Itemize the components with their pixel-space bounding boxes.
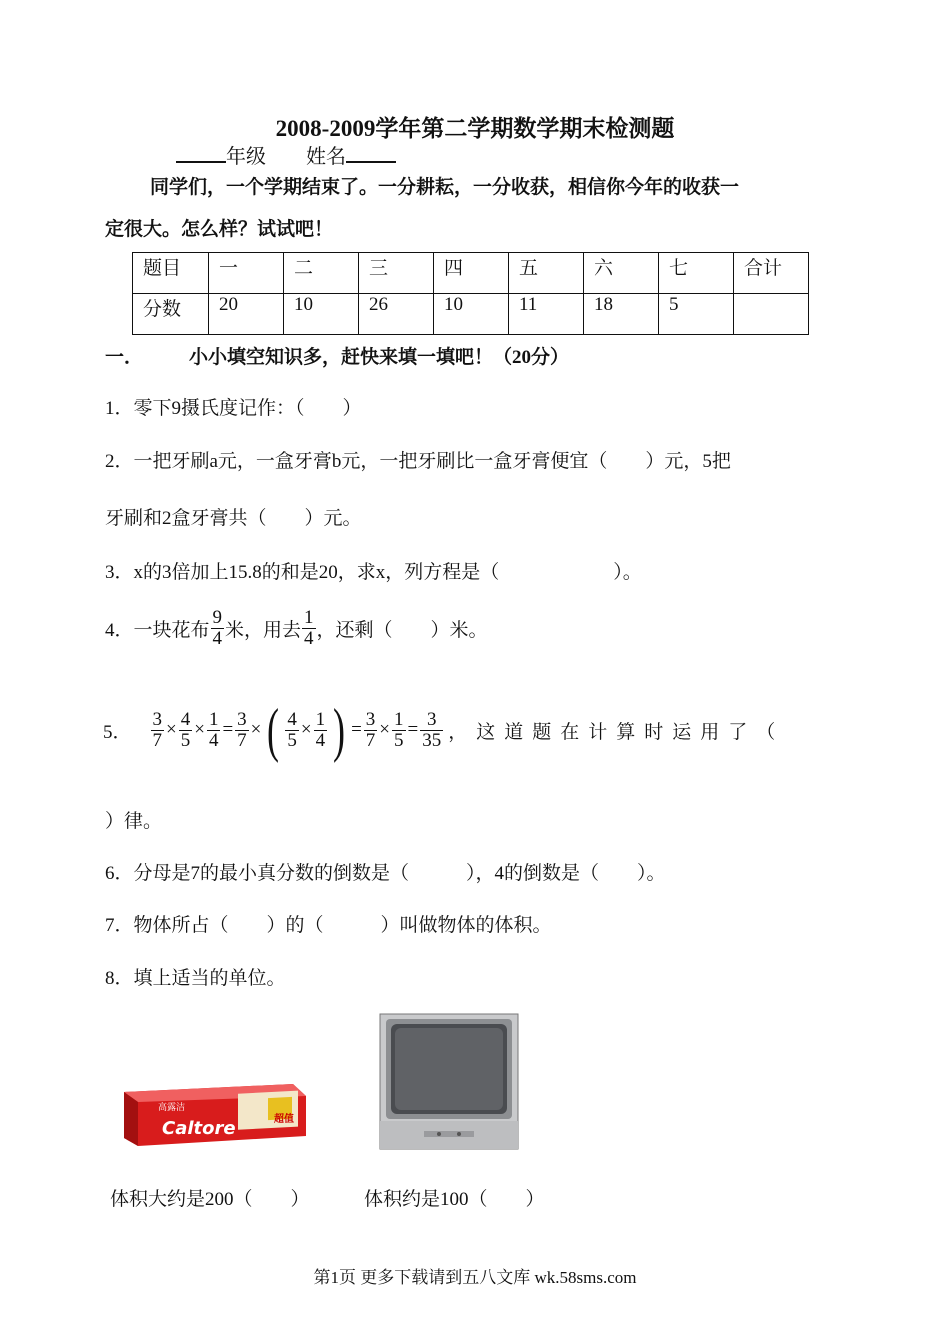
score-cell: 三 xyxy=(359,253,434,294)
toothpaste-image xyxy=(118,1080,308,1150)
equals-symbol: = xyxy=(222,719,234,740)
student-info-line xyxy=(176,140,396,169)
score-cell: 五 xyxy=(509,253,584,294)
score-cell: 七 xyxy=(659,253,734,294)
score-cell: 一 xyxy=(209,253,284,294)
television-image xyxy=(379,1013,519,1150)
page-footer: 第1页 更多下载请到五八文库 wk.58sms.com xyxy=(313,1268,637,1287)
question-4-middle: 米，用去 xyxy=(225,619,302,641)
fraction xyxy=(302,608,316,649)
times-symbol: × xyxy=(166,719,177,740)
score-table-row-header xyxy=(133,253,809,294)
numerator: 1 xyxy=(304,607,314,628)
question-4 xyxy=(105,608,488,649)
fraction xyxy=(392,710,406,751)
question-5-text: ，这道题在计算时运用了（ xyxy=(448,721,785,743)
denominator: 7 xyxy=(237,729,247,751)
section-title: 小小填空知识多，赶快来填一填吧！（20分） xyxy=(189,347,570,368)
times-symbol: × xyxy=(250,719,262,740)
times-symbol: × xyxy=(379,719,391,740)
denominator: 7 xyxy=(152,729,163,751)
denominator: 4 xyxy=(208,729,219,751)
times-symbol: × xyxy=(194,719,205,740)
question-5-number: 5． xyxy=(103,721,132,743)
numerator: 1 xyxy=(394,708,404,730)
section-number: 一． xyxy=(105,347,144,368)
times-symbol: × xyxy=(300,719,312,740)
toothpaste-box-icon xyxy=(118,1080,308,1150)
denominator: 4 xyxy=(315,729,326,751)
fraction xyxy=(314,710,328,751)
denominator: 5 xyxy=(394,729,404,751)
question-7: 7．物体所占（ ）的（ ）叫做物体的体积。 xyxy=(105,915,552,936)
name-blank[interactable] xyxy=(346,143,396,163)
question-6: 6．分母是7的最小真分数的倒数是（ ），4的倒数是（ ）。 xyxy=(105,863,666,884)
grade-label: 年级 xyxy=(226,146,266,168)
fraction xyxy=(235,710,249,751)
score-total-cell[interactable] xyxy=(734,294,809,335)
numerator: 4 xyxy=(287,708,297,730)
fraction xyxy=(285,710,299,751)
numerator: 3 xyxy=(237,708,247,730)
denominator: 4 xyxy=(212,627,223,649)
page-title: 2008-2009学年第二学期数学期末检测题 xyxy=(275,116,675,141)
score-cell: 18 xyxy=(584,294,659,335)
score-cell: 20 xyxy=(209,294,284,335)
score-cell: 10 xyxy=(434,294,509,335)
denominator: 5 xyxy=(287,729,297,751)
answer-toothpaste: 体积大约是200（ ） xyxy=(110,1189,310,1210)
question-2-line-2: 牙刷和2盒牙膏共（ ）元。 xyxy=(105,508,362,529)
fraction xyxy=(151,710,165,751)
numerator: 3 xyxy=(152,708,163,730)
question-4-suffix: ，还剩（ ）米。 xyxy=(316,619,488,641)
denominator: 5 xyxy=(180,729,191,751)
score-cell: 5 xyxy=(659,294,734,335)
question-1: 1．零下9摄氏度记作：（ ） xyxy=(105,398,362,419)
numerator: 9 xyxy=(212,607,223,628)
question-8: 8．填上适当的单位。 xyxy=(105,968,286,989)
question-5-equation xyxy=(103,697,785,763)
fraction xyxy=(420,710,443,751)
equals-symbol: = xyxy=(407,719,419,740)
name-label: 姓名 xyxy=(306,146,346,168)
fraction xyxy=(364,710,378,751)
denominator: 7 xyxy=(365,729,376,751)
grade-blank[interactable] xyxy=(176,143,226,163)
fraction xyxy=(211,608,225,649)
intro-line-2: 定很大。怎么样？试试吧！ xyxy=(105,219,334,240)
score-cell: 分数 xyxy=(133,294,209,335)
score-cell: 二 xyxy=(284,253,359,294)
score-cell: 四 xyxy=(434,253,509,294)
fraction xyxy=(179,710,193,751)
numerator: 3 xyxy=(365,708,376,730)
question-5-end: ）律。 xyxy=(105,811,163,832)
score-table xyxy=(132,252,809,335)
question-3: 3．x的3倍加上15.8的和是20，求x，列方程是（ ）。 xyxy=(105,562,642,583)
toothpaste-chinese-name: 高露洁 xyxy=(158,1103,186,1113)
score-cell: 合计 xyxy=(734,253,809,294)
score-table-row-scores xyxy=(133,294,809,335)
score-cell: 题目 xyxy=(133,253,209,294)
toothpaste-badge: 超值 xyxy=(274,1114,294,1125)
television-icon xyxy=(379,1013,519,1150)
intro-line-1: 同学们，一个学期结束了。一分耕耘，一分收获，相信你今年的收获一 xyxy=(150,177,740,198)
score-cell: 10 xyxy=(284,294,359,335)
equals-symbol: = xyxy=(351,719,362,740)
score-cell: 26 xyxy=(359,294,434,335)
question-4-prefix: 4．一块花布 xyxy=(105,619,210,641)
fraction xyxy=(207,710,221,751)
denominator: 35 xyxy=(422,729,442,751)
score-cell: 六 xyxy=(584,253,659,294)
section-1-heading xyxy=(105,342,569,369)
answer-television: 体积约是100（ ） xyxy=(364,1189,545,1210)
denominator: 4 xyxy=(304,627,314,649)
numerator: 1 xyxy=(208,708,219,730)
left-paren: ( xyxy=(267,697,280,763)
score-cell: 11 xyxy=(509,294,584,335)
numerator: 4 xyxy=(180,708,191,730)
numerator: 1 xyxy=(315,708,326,730)
right-paren: ) xyxy=(333,697,346,763)
numerator: 3 xyxy=(420,710,443,731)
toothpaste-brand: Caltore xyxy=(162,1118,236,1139)
question-2-line-1: 2．一把牙刷a元，一盒牙膏b元，一把牙刷比一盒牙膏便宜（ ）元，5把 xyxy=(105,451,731,472)
